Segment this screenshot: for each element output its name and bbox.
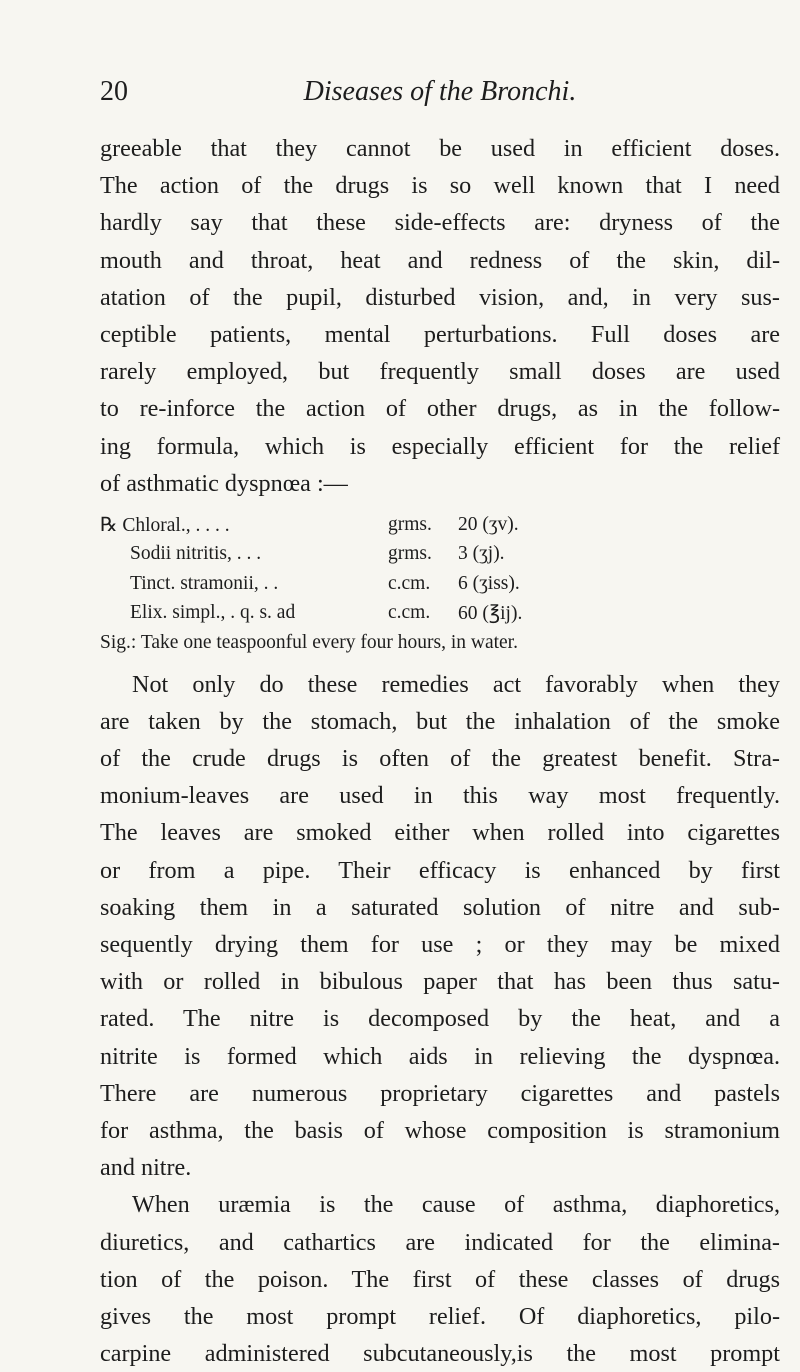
text-line: atation of the pupil, disturbed vision, and, in very sus-	[100, 283, 780, 311]
text-line: of asthmatic dyspnœa :—	[100, 469, 348, 497]
prescription-unit: grms.	[388, 513, 432, 535]
text-line: soaking them in a saturated solution of nitre and sub-	[100, 893, 780, 921]
text-line: greeable that they cannot be used in efficient doses.	[100, 135, 780, 162]
prescription-ingredient: Tinct. stramonii, . .	[130, 572, 279, 594]
text-line: monium-leaves are used in this way most frequently.	[100, 782, 780, 810]
text-line: for asthma, the basis of whose composition is stramonium	[100, 1116, 780, 1144]
text-line: Not only do these remedies act favorably when they	[132, 670, 780, 698]
prescription-unit: c.cm.	[388, 602, 431, 624]
text-line: are taken by the stomach, but the inhalation of the smoke	[100, 707, 780, 735]
text-line: mouth and throat, heat and redness of the skin, dil-	[100, 246, 780, 274]
page-header	[100, 76, 780, 116]
page-number: 20	[100, 76, 128, 107]
prescription-ingredient: Elix. simpl., . q. s. ad	[130, 602, 296, 624]
text-line: and nitre.	[100, 1154, 192, 1182]
prescription-signature: Sig.: Take one teaspoonful every four hours, in water.	[100, 632, 518, 654]
prescription-ingredient: ℞ Chloral., . . . .	[100, 514, 230, 536]
text-line: The action of the drugs is so well known that I need	[100, 172, 780, 200]
text-line: ceptible patients, mental perturbations. Full doses are	[100, 321, 780, 349]
text-line: carpine administered subcutaneously,is the most prompt	[100, 1340, 780, 1368]
text-line: gives the most prompt relief. Of diaphoretics, pilo-	[100, 1302, 780, 1330]
prescription-quantity: 6 (ʒiss).	[458, 572, 520, 594]
text-line: hardly say that these side-effects are: dryness of the	[100, 209, 780, 237]
paragraph-2	[100, 666, 780, 1187]
running-title: Diseases of the Bronchi.	[303, 76, 577, 107]
text-line: rated. The nitre is decomposed by the heat, and a	[100, 1005, 780, 1033]
prescription-quantity: 60 (℥ij).	[458, 603, 523, 625]
prescription-row	[100, 569, 780, 599]
text-line: sequently drying them for use ; or they may be mixed	[100, 930, 780, 958]
paragraph-1	[100, 130, 780, 502]
text-line: ing formula, which is especially efficient for the relief	[100, 432, 780, 460]
prescription-ingredient: Sodii nitritis, . . .	[130, 543, 262, 565]
text-line: with or rolled in bibulous paper that has been thus satu-	[100, 968, 780, 996]
text-line: of the crude drugs is often of the greatest benefit. Stra-	[100, 744, 780, 772]
prescription-formula	[100, 510, 780, 658]
text-line: nitrite is formed which aids in relieving the dyspnœa.	[100, 1042, 780, 1070]
text-line: diuretics, and cathartics are indicated for the elimina-	[100, 1228, 780, 1256]
prescription-row	[100, 510, 780, 540]
paragraph-3	[100, 1186, 780, 1372]
prescription-unit: c.cm.	[388, 572, 431, 594]
page-body	[100, 130, 780, 1372]
prescription-quantity: 20 (ʒv).	[458, 513, 519, 535]
text-line: tion of the poison. The first of these classes of drugs	[100, 1265, 780, 1293]
text-line: or from a pipe. Their efficacy is enhanced by first	[100, 856, 780, 884]
text-line: The leaves are smoked either when rolled into cigarettes	[100, 819, 780, 847]
prescription-unit: grms.	[388, 543, 432, 565]
prescription-quantity: 3 (ʒj).	[458, 543, 505, 565]
prescription-row	[100, 540, 780, 570]
text-line: rarely employed, but frequently small doses are used	[100, 358, 780, 386]
text-line: When uræmia is the cause of asthma, diaphoretics,	[132, 1191, 780, 1219]
prescription-row	[100, 599, 780, 629]
text-line: There are numerous proprietary cigarettes and pastels	[100, 1079, 780, 1107]
text-line: to re-inforce the action of other drugs, as in the follow-	[100, 395, 780, 423]
